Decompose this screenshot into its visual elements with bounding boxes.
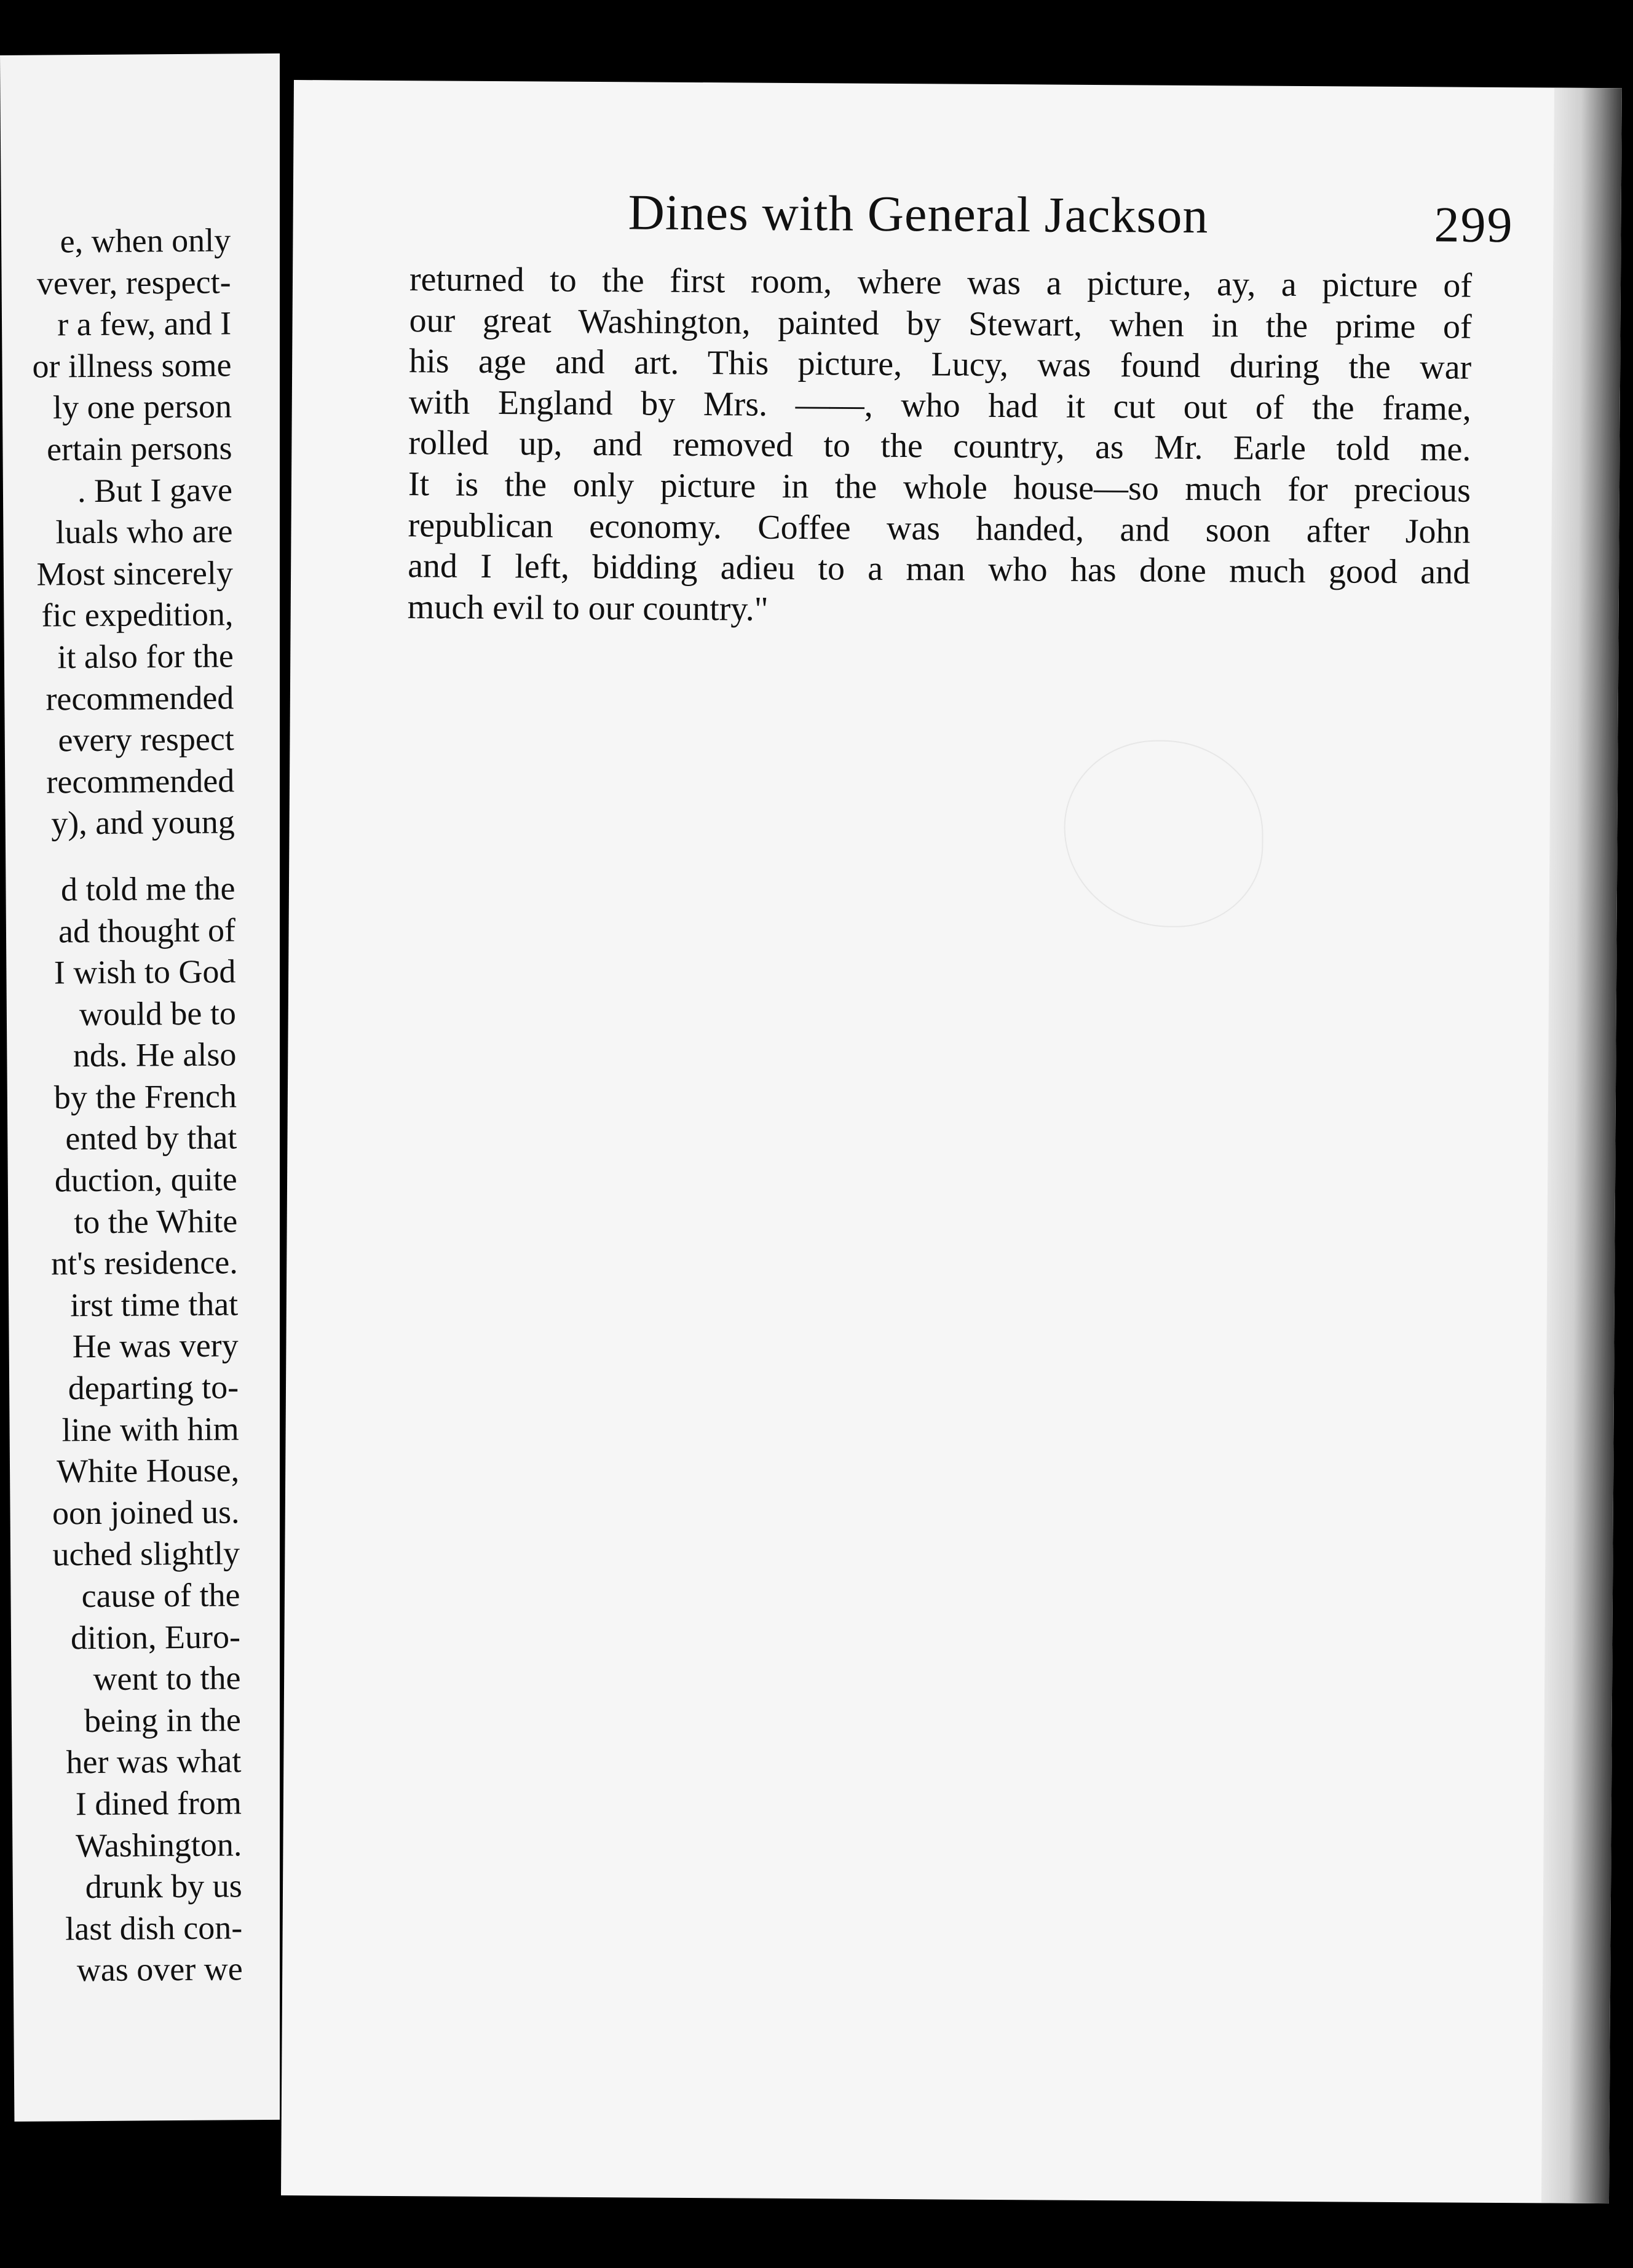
body-line: with England by Mrs. ——, who had it cut out of the frame, xyxy=(408,383,1471,428)
left-line: ad thought of xyxy=(58,911,236,950)
running-title: Dines with General Jackson xyxy=(628,184,1209,244)
body-line: and I left, bidding adieu to a man who has done much good and xyxy=(407,547,1471,592)
left-line: I dined from xyxy=(75,1784,242,1823)
left-line: ented by that xyxy=(65,1119,237,1157)
page-number: 299 xyxy=(1434,196,1514,253)
left-line: e, when only xyxy=(60,221,231,260)
left-line: y), and young xyxy=(51,803,235,842)
left-line: would be to xyxy=(79,994,237,1033)
body-line: much evil to our country." xyxy=(407,587,769,628)
left-page xyxy=(0,54,294,2122)
left-line: recommended xyxy=(45,678,234,718)
right-page xyxy=(281,80,1622,2203)
left-line: ertain persons xyxy=(46,429,232,468)
left-line: dition, Euro- xyxy=(70,1617,241,1656)
left-line: drunk by us xyxy=(85,1867,242,1906)
left-line: last dish con- xyxy=(65,1909,243,1948)
left-line: irst time that xyxy=(70,1285,239,1324)
left-line: nt's residence. xyxy=(50,1243,238,1282)
left-line: or illness some xyxy=(32,346,232,385)
body-line: republican economy. Coffee was handed, and soon after John xyxy=(408,506,1471,551)
left-line: her was what xyxy=(66,1742,242,1781)
left-line: Washington. xyxy=(75,1825,242,1864)
left-line: luals who are xyxy=(55,512,233,551)
left-line: recommended xyxy=(46,762,235,801)
left-line: nds. He also xyxy=(73,1036,237,1074)
left-line: vever, respect- xyxy=(36,263,231,302)
body-line: our great Washington, painted by Stewart, when in the prime of xyxy=(409,301,1472,346)
left-line: being in the xyxy=(84,1701,242,1739)
left-line: d told me the xyxy=(60,870,235,908)
left-line: went to the xyxy=(93,1659,241,1698)
left-line: line with him xyxy=(61,1410,239,1448)
left-line: it also for the xyxy=(57,637,234,676)
left-line: White House, xyxy=(56,1451,240,1490)
left-line: Most sincerely xyxy=(36,554,234,593)
body-line: returned to the first room, where was a picture, ay, a picture of xyxy=(409,260,1473,305)
left-line: ly one person xyxy=(52,387,232,426)
left-line: oon joined us. xyxy=(52,1493,240,1532)
body-line: rolled up, and removed to the country, as Mr. Earle told me. xyxy=(408,424,1471,469)
left-line: cause of the xyxy=(81,1576,240,1615)
left-line: uched slightly xyxy=(52,1534,240,1573)
left-line: every respect xyxy=(58,720,234,759)
body-line: It is the only picture in the whole house—so much for precious xyxy=(408,465,1471,510)
left-page-text xyxy=(31,220,243,1991)
left-line: duction, quite xyxy=(54,1160,237,1199)
left-line: by the French xyxy=(53,1077,237,1116)
body-line: his age and art. This picture, Lucy, was found during the war xyxy=(409,342,1472,387)
page-edge-shadow xyxy=(1541,88,1622,2204)
left-line: fic expedition, xyxy=(41,595,234,634)
running-head xyxy=(628,183,1514,256)
left-line: departing to- xyxy=(68,1368,239,1407)
left-line: was over we xyxy=(76,1950,243,1989)
left-line: to the White xyxy=(74,1202,238,1240)
left-line: I wish to God xyxy=(53,953,236,991)
body-text xyxy=(408,259,1473,634)
left-line: He was very xyxy=(72,1326,239,1365)
left-line: . But I gave xyxy=(77,470,233,509)
left-line: r a few, and I xyxy=(57,304,232,343)
scan-smudge xyxy=(1064,740,1264,928)
